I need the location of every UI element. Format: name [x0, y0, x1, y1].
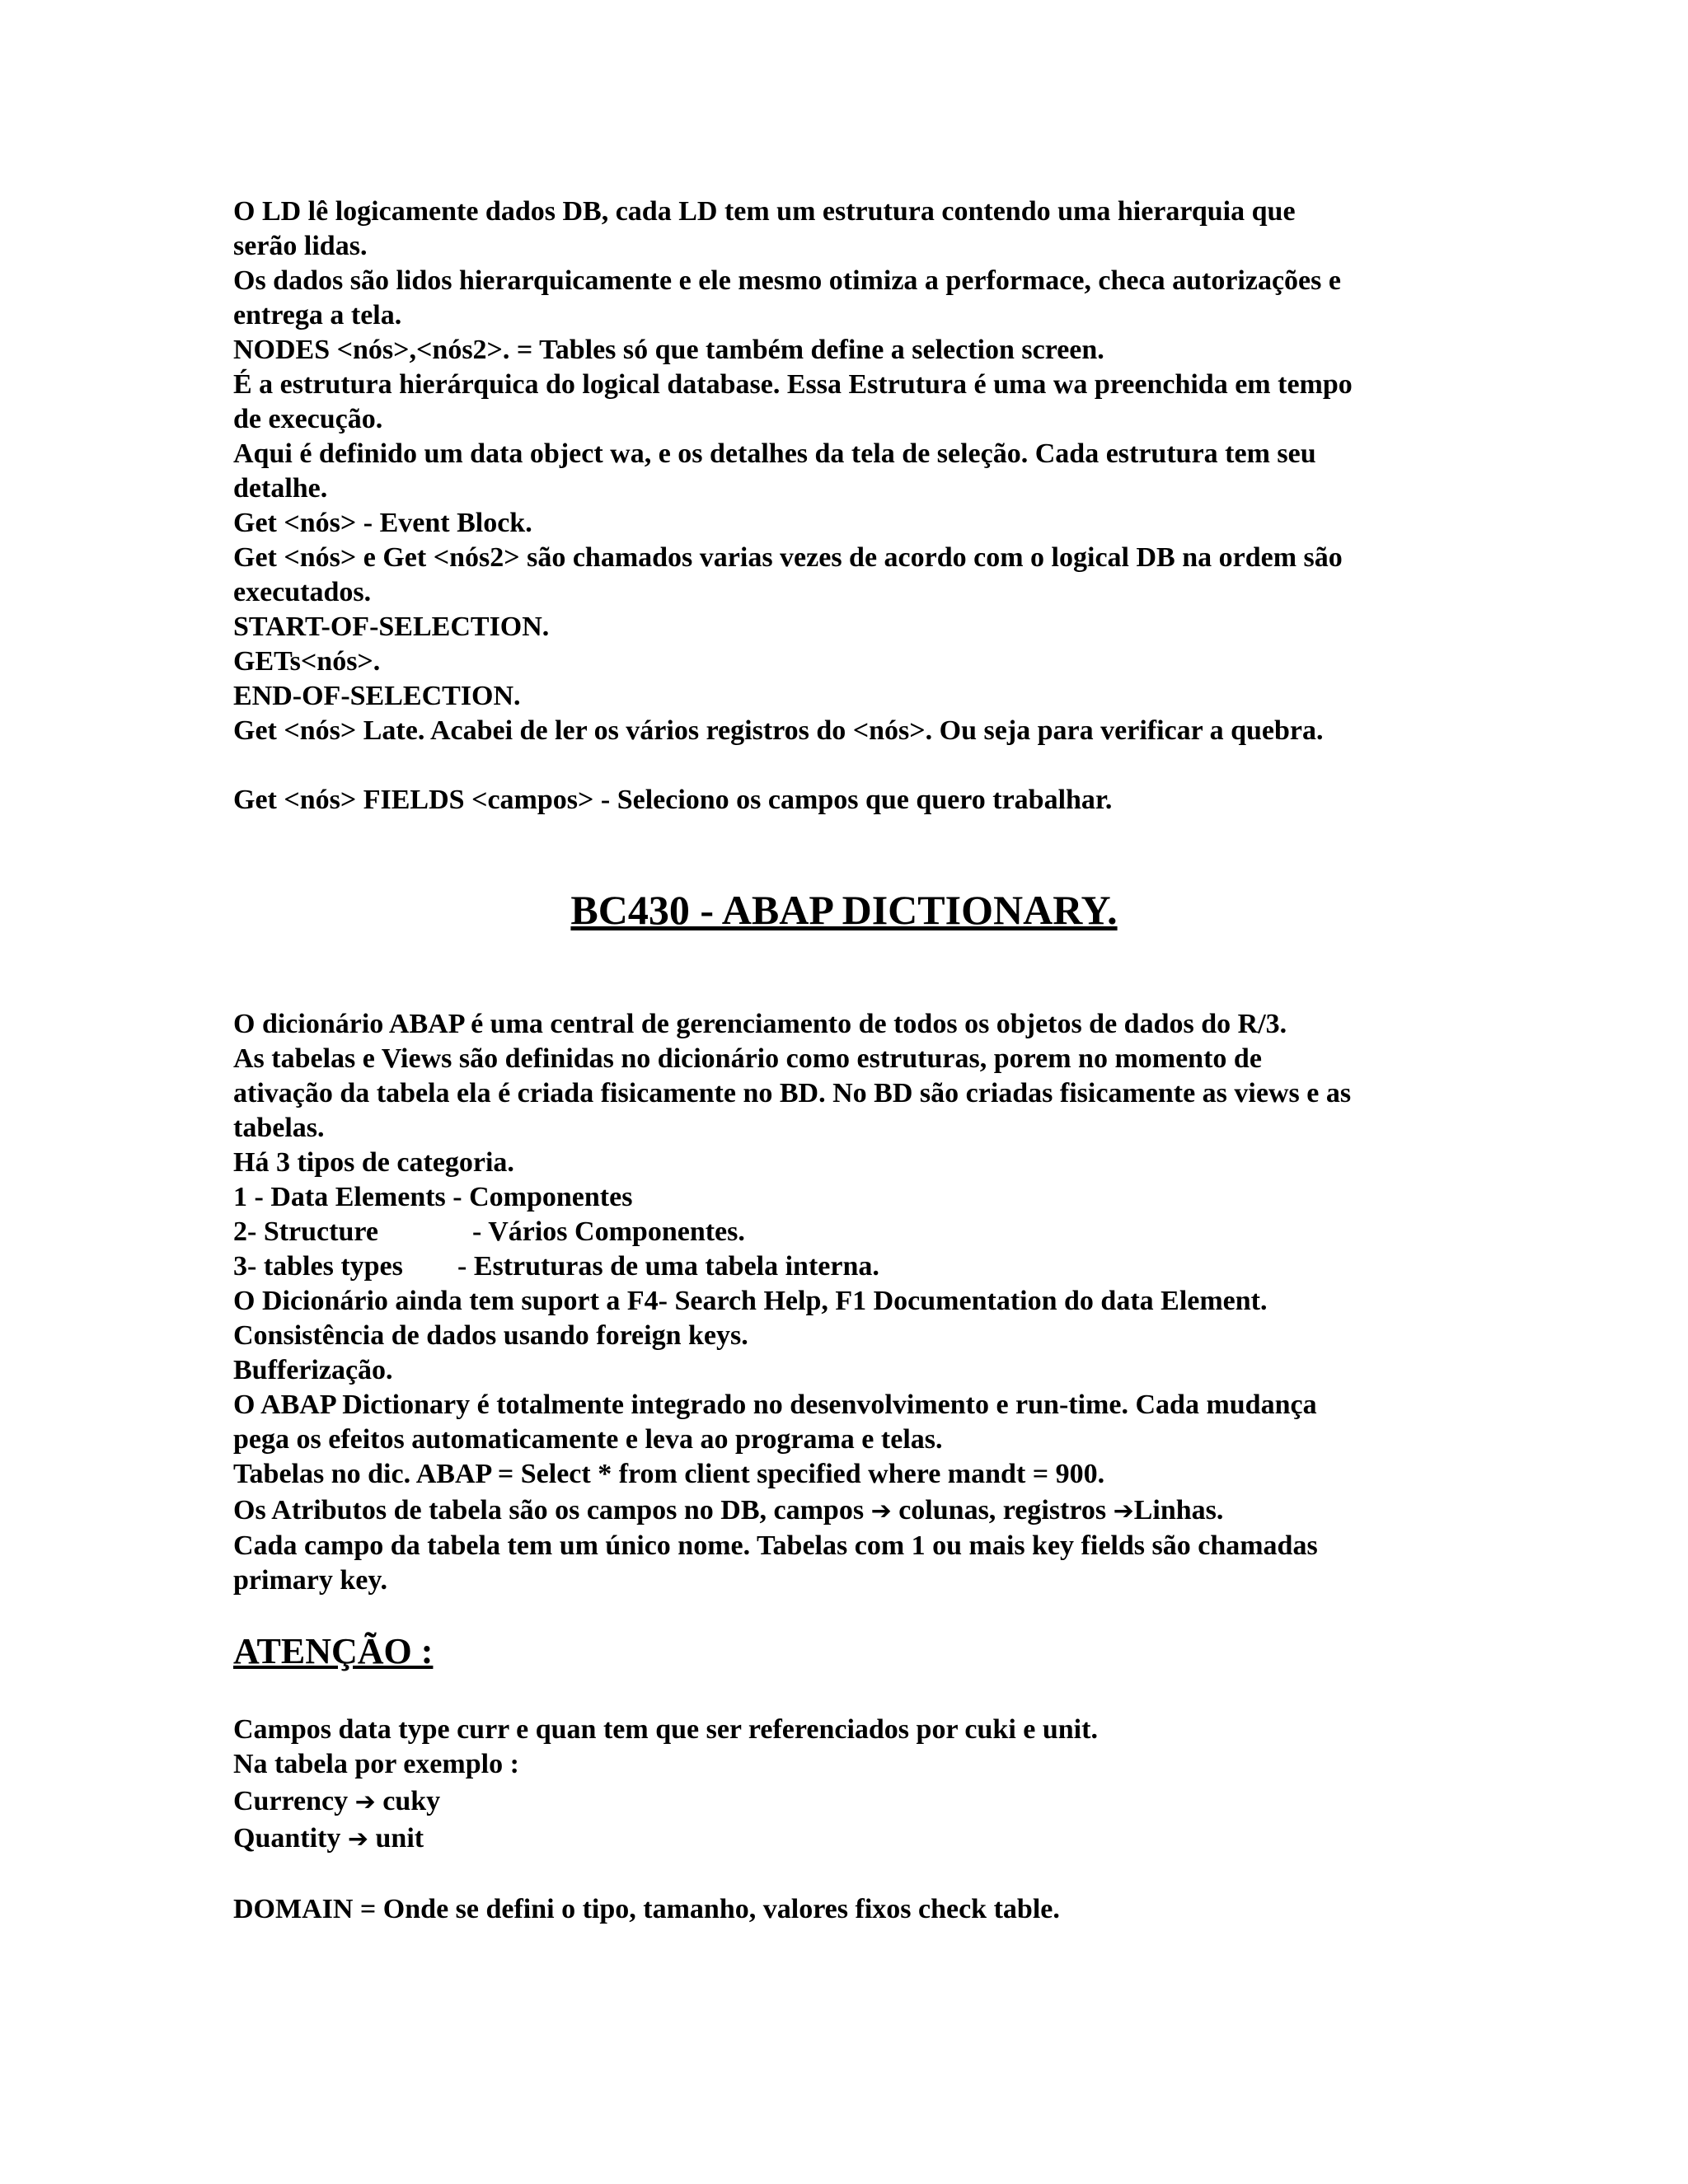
- category-label: 2- Structure: [233, 1216, 378, 1247]
- paragraph-line: primary key.: [233, 1565, 387, 1596]
- paragraph-line: Consistência de dados usando foreign keys.: [233, 1320, 748, 1351]
- domain-line: DOMAIN = Onde se defini o tipo, tamanho, valores fixos check table.: [233, 1894, 1060, 1924]
- paragraph-line: ativação da tabela ela é criada fisicamente no BD. No BD são criadas fisicamente as views e as: [233, 1078, 1352, 1108]
- paragraph-line: 1 - Data Elements - Componentes: [233, 1182, 633, 1212]
- paragraph-line: serão lidas.: [233, 231, 368, 261]
- right-arrow-icon: ➔: [1113, 1497, 1134, 1526]
- paragraph-line: NODES <nós>,<nós2>. = Tables só que também define a selection screen.: [233, 335, 1104, 365]
- paragraph-line: executados.: [233, 577, 372, 607]
- right-arrow-icon: ➔: [347, 1825, 368, 1854]
- paragraph-line: Bufferização.: [233, 1355, 393, 1385]
- paragraph-line: O Dicionário ainda tem suport a F4- Search Help, F1 Documentation do data Element.: [233, 1286, 1268, 1316]
- paragraph-line: GETs<nós>.: [233, 646, 381, 677]
- attributes-line: [233, 1493, 1453, 1529]
- paragraph-line: As tabelas e Views são definidas no dicionário como estruturas, porem no momento de: [233, 1043, 1262, 1074]
- paragraph-line: Tabelas no dic. ABAP = Select * from client specified where mandt = 900.: [233, 1459, 1105, 1489]
- right-arrow-icon: ➔: [354, 1788, 376, 1816]
- currency-line: [233, 1784, 1453, 1820]
- attributes-text-a: Os Atributos de tabela são os campos no DB, campos: [233, 1495, 865, 1526]
- category-structure: [233, 1215, 1453, 1249]
- paragraph-line: O ABAP Dictionary é totalmente integrado no desenvolvimento e run-time. Cada mudança: [233, 1390, 1317, 1420]
- paragraph-line: Get <nós> e Get <nós2> são chamados varias vezes de acordo com o logical DB na ordem são: [233, 542, 1343, 573]
- attributes-text-b: colunas, registros: [898, 1495, 1107, 1526]
- paragraph-line: O dicionário ABAP é uma central de gerenciamento de todos os objetos de dados do R/3.: [233, 1009, 1287, 1039]
- paragraph-line: START-OF-SELECTION.: [233, 612, 550, 642]
- category-tabletypes: [233, 1249, 1453, 1284]
- paragraph-line: entrega a tela.: [233, 300, 402, 330]
- attributes-text-c: Linhas.: [1133, 1495, 1224, 1526]
- paragraph-line: O LD lê logicamente dados DB, cada LD tem um estrutura contendo uma hierarquia que: [233, 196, 1296, 227]
- category-desc: - Estruturas de uma tabela interna.: [457, 1251, 879, 1282]
- paragraph-line: pega os efeitos automaticamente e leva ao programa e telas.: [233, 1424, 943, 1455]
- paragraph-line: Aqui é definido um data object wa, e os detalhes da tela de seleção. Cada estrutura tem seu: [233, 438, 1316, 469]
- category-desc: - Vários Componentes.: [472, 1216, 745, 1247]
- paragraph-line: de execução.: [233, 404, 383, 434]
- paragraph-line: Cada campo da tabela tem um único nome. Tabelas com 1 ou mais key fields são chamadas: [233, 1530, 1318, 1561]
- attention-heading: ATENÇÃO :: [233, 1631, 434, 1671]
- paragraph-line: tabelas.: [233, 1113, 325, 1143]
- paragraph-line: É a estrutura hierárquica do logical database. Essa Estrutura é uma wa preenchida em tempo: [233, 369, 1353, 400]
- quantity-label: Quantity: [233, 1823, 341, 1854]
- currency-ref: cuky: [382, 1786, 441, 1816]
- category-label: 3- tables types: [233, 1251, 403, 1282]
- paragraph-line: Há 3 tipos de categoria.: [233, 1147, 514, 1178]
- right-arrow-icon: ➔: [870, 1497, 892, 1526]
- paragraph-line: Get <nós> - Event Block.: [233, 508, 532, 538]
- paragraph-line: detalhe.: [233, 473, 328, 504]
- currency-label: Currency: [233, 1786, 349, 1816]
- paragraph-line: Get <nós> Late. Acabei de ler os vários registros do <nós>. Ou seja para verificar a quebra.: [233, 715, 1324, 746]
- quantity-ref: unit: [375, 1823, 424, 1854]
- paragraph-line: Os dados são lidos hierarquicamente e ele mesmo otimiza a performace, checa autorizações e: [233, 265, 1341, 296]
- fields-line: Get <nós> FIELDS <campos> - Seleciono os campos que quero trabalhar.: [233, 785, 1113, 815]
- page-title: BC430 - ABAP DICTIONARY.: [570, 887, 1118, 933]
- paragraph-line: Na tabela por exemplo :: [233, 1749, 519, 1779]
- paragraph-line: Campos data type curr e quan tem que ser referenciados por cuki e unit.: [233, 1714, 1098, 1745]
- quantity-line: [233, 1821, 1453, 1857]
- paragraph-line: END-OF-SELECTION.: [233, 681, 521, 711]
